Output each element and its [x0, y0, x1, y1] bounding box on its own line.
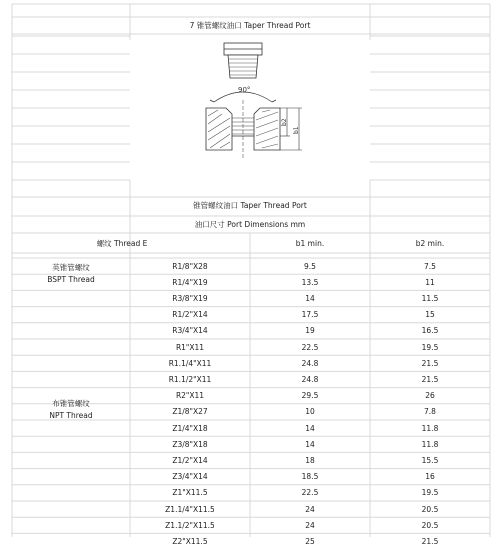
table-cell: 11.8	[421, 423, 439, 433]
table-cell: 11.5	[421, 293, 439, 303]
table-cell: 7.8	[424, 407, 436, 417]
table-cell: 14	[305, 293, 315, 303]
table-cell: 14	[305, 439, 315, 449]
table-cell: R1"X11	[175, 342, 205, 352]
table-cell: 21.5	[421, 536, 439, 546]
b1-label: b1	[293, 126, 300, 134]
table-cell: 17.5	[301, 310, 319, 320]
taper-port-drawing	[198, 40, 308, 180]
column-header-b2-text: b2 min.	[415, 238, 445, 248]
table-cell: R2"X11	[175, 391, 205, 401]
table-cell: 9.5	[304, 261, 316, 271]
table-cell: 15.5	[421, 455, 439, 465]
table-cell: Z1/8"X27	[172, 407, 208, 417]
table-cell: Z1/2"X14	[172, 455, 208, 465]
angle-label: 90°	[238, 86, 251, 94]
table-cell: Z1/4"X18	[172, 423, 208, 433]
group-label-npt-cn: 布锥管螺纹	[52, 399, 90, 408]
table-cell: Z2"X11.5	[172, 536, 208, 546]
table-cell: 25	[305, 536, 315, 546]
group-label-bspt-cn: 英锥管螺纹	[52, 263, 90, 272]
table-cell: 22.5	[301, 488, 319, 498]
table-cell: R1/2"X14	[172, 310, 208, 320]
table-cell: 11.8	[421, 439, 439, 449]
table-cell: 10	[305, 407, 315, 417]
port-section-view	[206, 100, 280, 158]
table-cell: 18.5	[301, 472, 319, 482]
section-caption-text: 锥管螺纹油口 Taper Thread Port	[193, 201, 307, 210]
group-label-bspt	[12, 258, 130, 288]
table-cell: 21.5	[421, 358, 439, 368]
group-label-npt-en: NPT Thread	[49, 411, 93, 420]
table-cell: 7.5	[424, 261, 436, 271]
column-header-thread	[62, 233, 182, 253]
table-cell: R3/4"X14	[172, 326, 208, 336]
table-cell: 16.5	[421, 326, 439, 336]
table-cell: 18	[305, 455, 315, 465]
table-cell: R3/8"X19	[172, 293, 208, 303]
page-title	[130, 17, 370, 34]
table-cell: 16	[425, 472, 435, 482]
section-caption	[130, 197, 370, 214]
table-cell: Z3/8"X18	[172, 439, 208, 449]
table-cell: 11	[425, 277, 435, 287]
table-cell: 13.5	[301, 277, 319, 287]
table-cell: R1/8"X28	[172, 261, 208, 271]
dimensions-caption-text: 油口尺寸 Port Dimensions mm	[194, 220, 306, 229]
table-cell: 24	[305, 504, 315, 514]
table-cell: 19	[305, 326, 315, 336]
table-cell: Z3/4"X14	[172, 472, 208, 482]
group-label-bspt-en: BSPT Thread	[47, 275, 95, 284]
table-cell: 24	[305, 520, 315, 530]
table-cell: R1.1/4"X11	[168, 358, 212, 368]
b2-label: b2	[281, 118, 288, 126]
table-cell: 19.5	[421, 342, 439, 352]
table-cell: 22.5	[301, 342, 319, 352]
table-cell: 20.5	[421, 520, 439, 530]
table-cell: Z1"X11.5	[172, 488, 208, 498]
dimensions-caption	[130, 216, 370, 233]
table-cell: 24.8	[301, 358, 319, 368]
table-cell: 21.5	[421, 374, 439, 384]
table-cell: 24.8	[301, 374, 319, 384]
column-header-b2	[370, 233, 490, 253]
table-cell: R1.1/2"X11	[168, 374, 212, 384]
table-cell: 29.5	[301, 391, 319, 401]
table-cell: Z1.1/2"X11.5	[165, 520, 215, 530]
column-header-b1-text: b1 min.	[295, 238, 325, 248]
fitting-side-view	[224, 43, 262, 78]
table-cell: Z1.1/4"X11.5	[165, 504, 215, 514]
column-header-b1	[250, 233, 370, 253]
table-cell: 19.5	[421, 488, 439, 498]
table-cell: 14	[305, 423, 315, 433]
page-title-text: 7 锥管螺纹油口 Taper Thread Port	[189, 21, 311, 30]
table-cell: R1/4"X19	[172, 277, 208, 287]
table-cell: 26	[425, 391, 435, 401]
table-cell: 20.5	[421, 504, 439, 514]
group-label-npt	[12, 394, 130, 424]
table-cell: 15	[425, 310, 435, 320]
column-header-thread-text: 螺纹 Thread E	[96, 238, 148, 248]
